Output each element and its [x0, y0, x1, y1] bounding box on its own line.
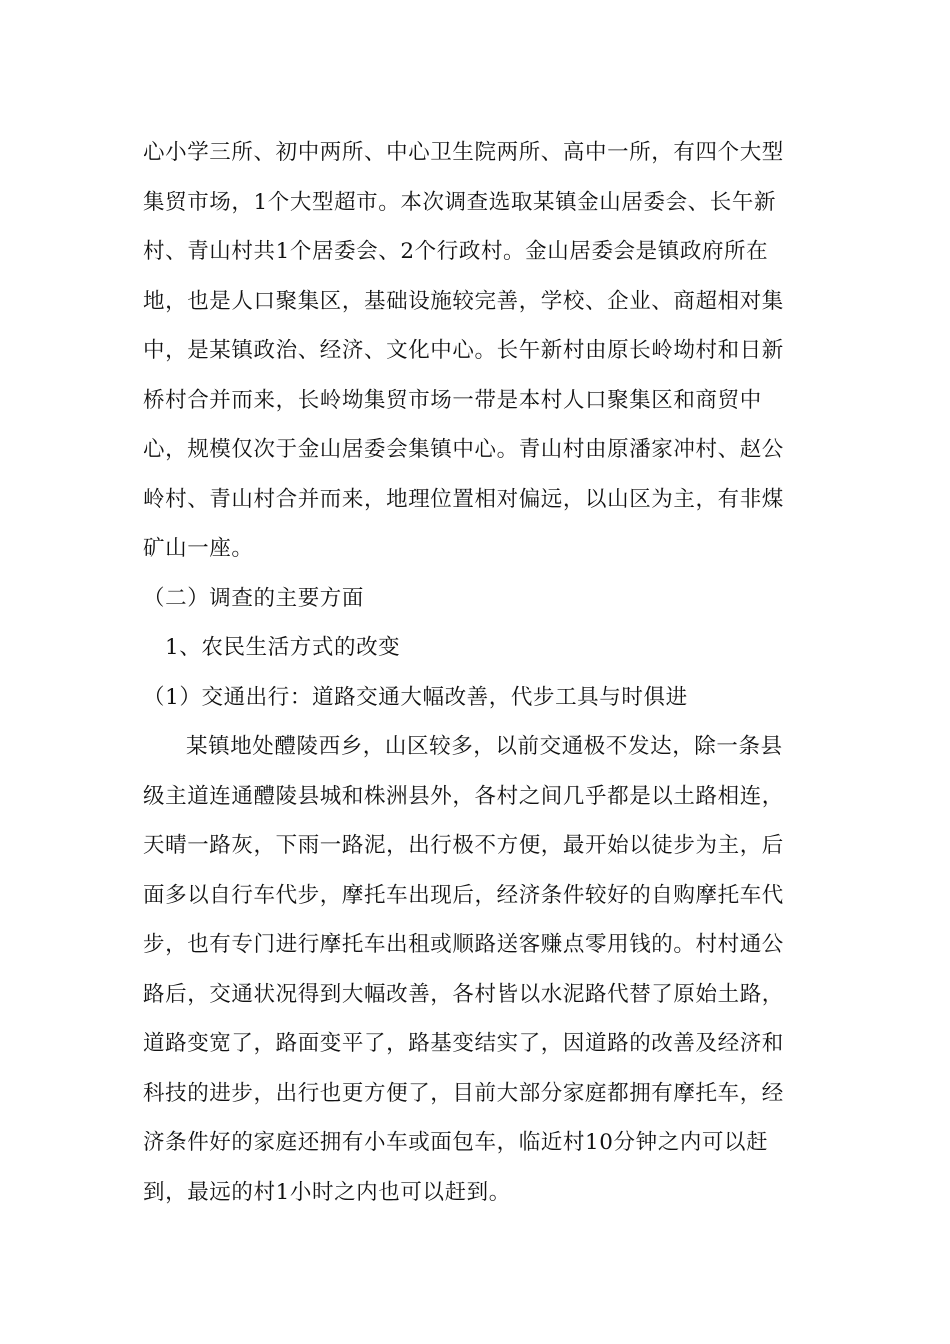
subsection-heading: 1、农民生活方式的改变 [165, 635, 401, 660]
paragraph-line: 路后，交通状况得到大幅改善，各村皆以水泥路代替了原始土路， [143, 981, 784, 1007]
paragraph-line: 道路变宽了，路面变平了，路基变结实了，因道路的改善及经济和 [143, 1031, 784, 1056]
paragraph-line: 面多以自行车代步，摩托车出现后，经济条件较好的自购摩托车代 [143, 882, 784, 908]
paragraph-line: 济条件好的家庭还拥有小车或面包车，临近村10分钟之内可以赶 [143, 1130, 769, 1155]
paragraph-line: 天晴一路灰，下雨一路泥，出行极不方便，最开始以徒步为主，后 [143, 833, 784, 858]
paragraph-line: 中，是某镇政治、经济、文化中心。长午新村由原长岭坳村和日新 [143, 338, 784, 363]
paragraph-line: 地，也是人口聚集区，基础设施较完善，学校、企业、商超相对集 [143, 288, 784, 314]
paragraph-line: 心小学三所、初中两所、中心卫生院两所、高中一所，有四个大型 [143, 140, 784, 165]
paragraph-line: 到，最远的村1小时之内也可以赶到。 [143, 1179, 511, 1205]
paragraph-line: 岭村、青山村合并而来，地理位置相对偏远，以山区为主，有非煤 [143, 486, 784, 512]
paragraph-line: 科技的进步，出行也更方便了，目前大部分家庭都拥有摩托车，经 [143, 1080, 784, 1106]
paragraph-line: 级主道连通醴陵县城和株洲县外，各村之间几乎都是以土路相连， [143, 783, 784, 809]
paragraph-line: 桥村合并而来，长岭坳集贸市场一带是本村人口聚集区和商贸中 [143, 387, 762, 413]
body-text [143, 128, 813, 1217]
paragraph-line: 某镇地处醴陵西乡，山区较多，以前交通极不发达，除一条县 [186, 734, 783, 759]
section-heading: （二）调查的主要方面 [143, 585, 365, 611]
paragraph-line: 集贸市场，1个大型超市。本次调查选取某镇金山居委会、长午新 [143, 189, 777, 215]
item-heading: （1）交通出行：道路交通大幅改善，代步工具与时俱进 [143, 684, 688, 710]
paragraph-line: 心，规模仅次于金山居委会集镇中心。青山村由原潘家冲村、赵公 [143, 437, 784, 462]
paragraph-line: 矿山一座。 [143, 536, 254, 561]
paragraph-line: 村、青山村共1个居委会、2个行政村。金山居委会是镇政府所在 [143, 239, 769, 264]
paragraph-line: 步，也有专门进行摩托车出租或顺路送客赚点零用钱的。村村通公 [143, 932, 784, 957]
